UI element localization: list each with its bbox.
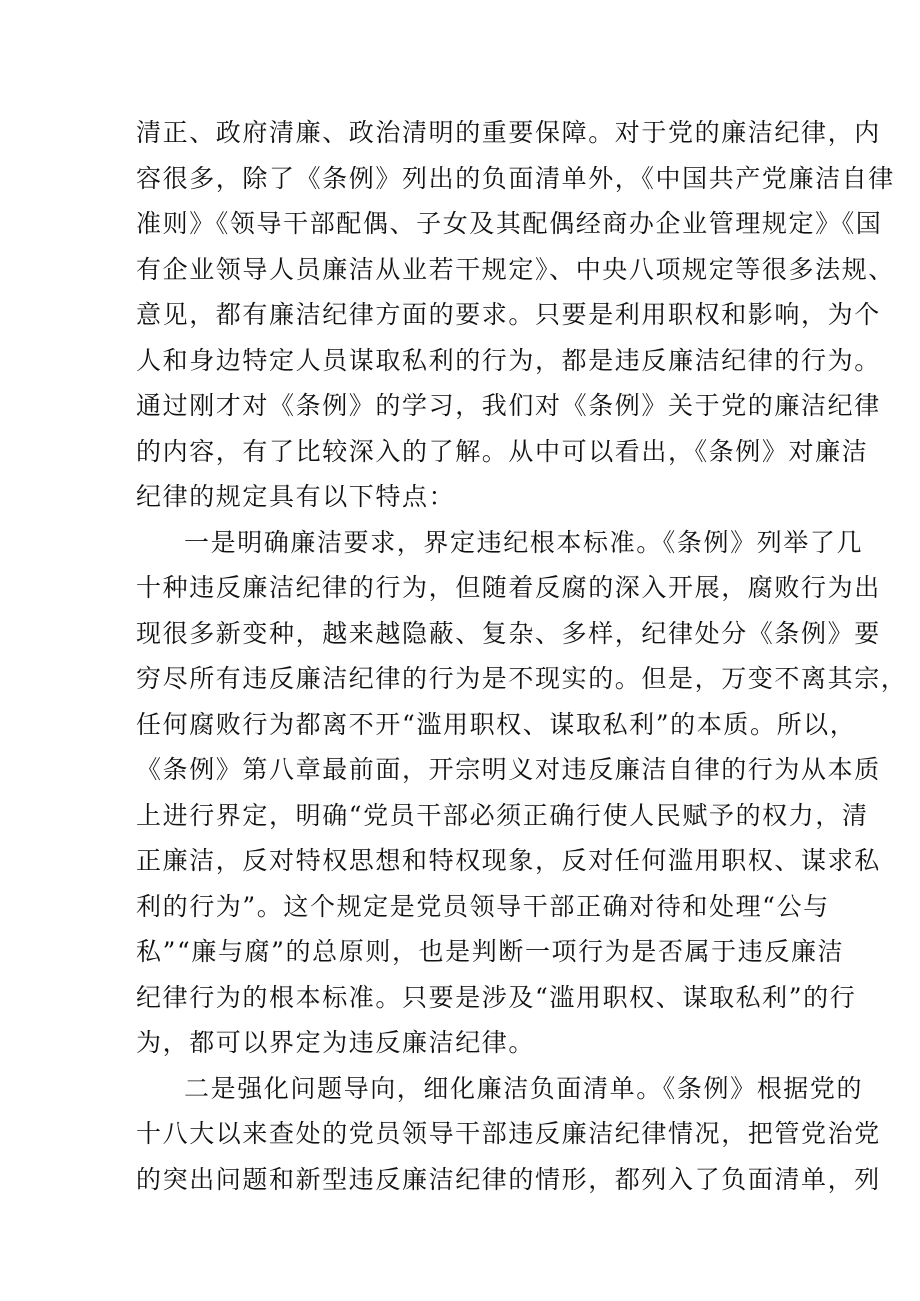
text-line: 任何腐败行为都离不开“滥用职权、谋取私利”的本质。所以，	[136, 709, 857, 739]
text-line: 容很多，除了《条例》列出的负面清单外，《中国共产党廉洁自律	[136, 163, 895, 193]
text-line: 私”“廉与腐”的总原则，也是判断一项行为是否属于违反廉洁	[136, 937, 845, 966]
text-line: 穷尽所有违反廉洁纪律的行为是不现实的。但是，万变不离其宗，	[136, 664, 908, 693]
text-line: 上进行界定，明确“党员干部必须正确行使人民赋予的权力，清	[136, 800, 869, 830]
text-line: 为，都可以界定为违反廉洁纪律。	[136, 1028, 536, 1057]
text-line: 清正、政府清廉、政治清明的重要保障。对于党的廉洁纪律，内	[136, 118, 881, 147]
text-line: 一是明确廉洁要求，界定违纪根本标准。《条例》列举了几	[184, 527, 864, 557]
text-line: 正廉洁，反对特权思想和特权现象，反对任何滥用职权、谋求私	[136, 846, 881, 875]
text-line: 《条例》第八章最前面，开宗明义对违反廉洁自律的行为从本质	[136, 755, 881, 784]
text-line: 人和身边特定人员谋取私利的行为，都是违反廉洁纪律的行为。	[136, 345, 881, 375]
text-line: 十八大以来查处的党员领导干部违反廉洁纪律情况，把管党治党	[136, 1119, 881, 1148]
text-line: 纪律的规定具有以下特点：	[136, 482, 456, 511]
text-line: 意见，都有廉洁纪律方面的要求。只要是利用职权和影响，为个	[136, 300, 881, 329]
text-line: 纪律行为的根本标准。只要是涉及“滥用职权、谋取私利”的行	[136, 982, 857, 1012]
text-line: 十种违反廉洁纪律的行为，但随着反腐的深入开展，腐败行为出	[136, 573, 881, 602]
text-line: 的突出问题和新型违反廉洁纪律的情形，都列入了负面清单，列	[136, 1164, 881, 1194]
text-line: 准则》《领导干部配偶、子女及其配偶经商办企业管理规定》《国	[136, 209, 883, 238]
text-line: 通过刚才对《条例》的学习，我们对《条例》关于党的廉洁纪律	[136, 391, 881, 420]
text-line: 利的行为”。这个规定是党员领导干部正确对待和处理“公与	[136, 891, 830, 921]
text-line: 现很多新变种，越来越隐蔽、复杂、多样，纪律处分《条例》要	[136, 618, 881, 648]
body-text	[136, 110, 908, 1202]
text-line: 二是强化问题导向，细化廉洁负面清单。《条例》根据党的	[184, 1073, 864, 1103]
text-line: 的内容，有了比较深入的了解。从中可以看出，《条例》对廉洁	[136, 436, 869, 466]
text-line: 有企业领导人员廉洁从业若干规定》、中央八项规定等很多法规、	[136, 254, 895, 284]
